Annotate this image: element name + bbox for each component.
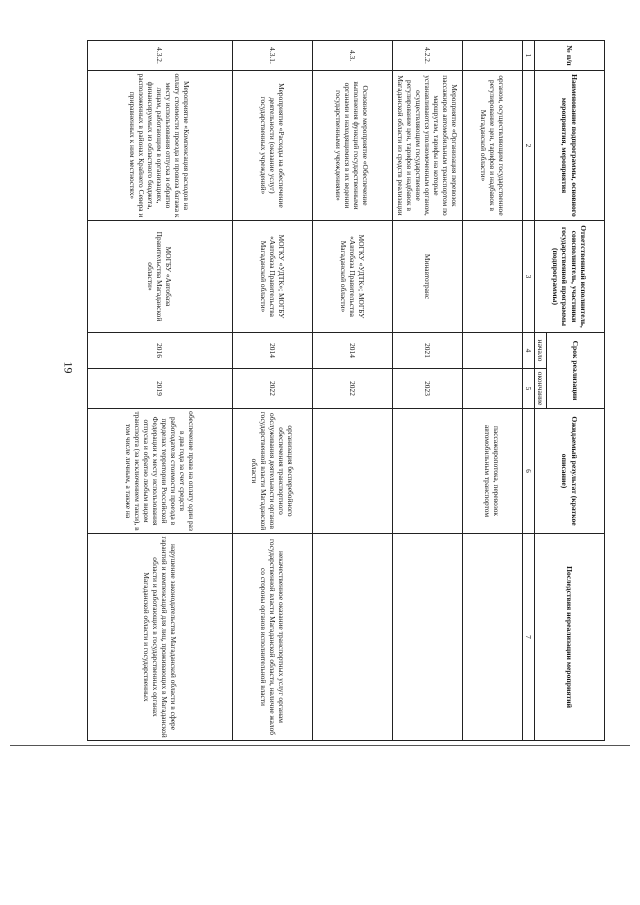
cell-result: пассажиропотока, перевозок автомобильным транспортом [462, 409, 522, 534]
column-number: 1 [522, 41, 534, 71]
cell-name: Мероприятие «Расходы на обеспечение деятельности (оказание услуг) государственных учреждений» [232, 71, 312, 221]
table-row [462, 41, 522, 741]
cell-result [312, 409, 392, 534]
cell-name: органом, осуществляющим государственное регулирование цен, тарифов и надбавок в Магаданской области» [462, 71, 522, 221]
column-number: 7 [522, 534, 534, 741]
header-name: Наименование подпрограммы, основного мероприятия, мероприятия [534, 71, 604, 221]
header-no: № п/п [534, 41, 604, 71]
column-number: 4 [522, 333, 534, 369]
cell-executor: МОГКУ «УДТК»; МОГБУ «Автобаза Правительства Магаданской области» [312, 221, 392, 333]
cell-executor: Минавтотранс [392, 221, 462, 333]
cell-name: Мероприятие «Организация перевозок пассажиров автомобильным транспортом по маршрутам, тарифы на которые устанавливаются уполномоченным органом, осуществляющим государственное регулирование цен, тарифов и надбавок в Магаданской области из средств реализации [392, 71, 462, 221]
cell-no [462, 41, 522, 71]
program-measures-table [87, 40, 605, 741]
header-start: начало [534, 333, 546, 369]
column-number: 5 [522, 369, 534, 409]
cell-executor: МОГБУ «Автобаза Правительства Магаданской области» [87, 221, 232, 333]
cell-start [462, 333, 522, 369]
page-number: 19 [61, 361, 76, 374]
cell-no: 4.3.1. [232, 41, 312, 71]
cell-end [462, 369, 522, 409]
cell-name: Мероприятие «Компенсация расходов на оплату стоимости проезда и провоза багажа к месту использования отпуска и обратно лицам, работающим в организациях, финансируемых из областного бюджета, расположенных в районах Крайнего Севера и приравненных к ним местностях» [87, 71, 232, 221]
cell-executor [462, 221, 522, 333]
cell-consequences [462, 534, 522, 741]
cell-end: 2022 [232, 369, 312, 409]
cell-start: 2021 [392, 333, 462, 369]
cell-start: 2014 [232, 333, 312, 369]
column-numbers-row [522, 41, 534, 741]
divider-line [10, 745, 630, 746]
cell-end: 2023 [392, 369, 462, 409]
header-executor: Ответственный исполнитель, соисполнитель, участники государственной программы (подпрограммы) [534, 221, 604, 333]
cell-consequences: нарушение законодательства Магаданской области в сфере гарантий и компенсаций для лиц, проживающих в Магаданской области и работающих в государственных органах Магаданской области и государственных [87, 534, 232, 741]
table-row [232, 41, 312, 741]
cell-result: организация бесперебойного обеспечения транспортного обслуживания деятельности органов государственной власти Магаданской области [232, 409, 312, 534]
header-consequences: Последствия нереализации мероприятий [534, 534, 604, 741]
column-number: 2 [522, 71, 534, 221]
table-header-row [547, 41, 605, 741]
cell-result [392, 409, 462, 534]
column-number: 3 [522, 221, 534, 333]
table-row [312, 41, 392, 741]
cell-no: 4.3.2. [87, 41, 232, 71]
cell-executor: МОГКУ «УДТК»; МОГБУ «Автобаза Правительства Магаданской области» [232, 221, 312, 333]
cell-result: обеспечение права на оплату один раз в два года за счет средств работодателя стоимости проезда в пределах территории Российской Федерации к месту использования отпуска и обратно любым видом транспорта (за исключением такси), в том числе личным, а также на [87, 409, 232, 534]
table-row [392, 41, 462, 741]
cell-consequences [312, 534, 392, 741]
cell-start: 2014 [312, 333, 392, 369]
cell-no: 4.3. [312, 41, 392, 71]
cell-end: 2019 [87, 369, 232, 409]
cell-name: Основное мероприятие «Обеспечение выполнения функций государственными органами и находящимися в их ведении государственными учреждениями» [312, 71, 392, 221]
cell-end: 2022 [312, 369, 392, 409]
rotated-table-wrapper [85, 40, 605, 740]
cell-no: 4.2.2. [392, 41, 462, 71]
header-period: Срок реализации [547, 333, 605, 409]
table-row [87, 41, 232, 741]
header-result: Ожидаемый результат (краткое описание) [534, 409, 604, 534]
header-end: окончание [534, 369, 546, 409]
cell-consequences [392, 534, 462, 741]
cell-consequences: некачественное оказание транспортных услуг органам государственной власти Магаданской области, наличие жалоб со стороны органов исполнительной власти [232, 534, 312, 741]
column-number: 6 [522, 409, 534, 534]
cell-start: 2016 [87, 333, 232, 369]
